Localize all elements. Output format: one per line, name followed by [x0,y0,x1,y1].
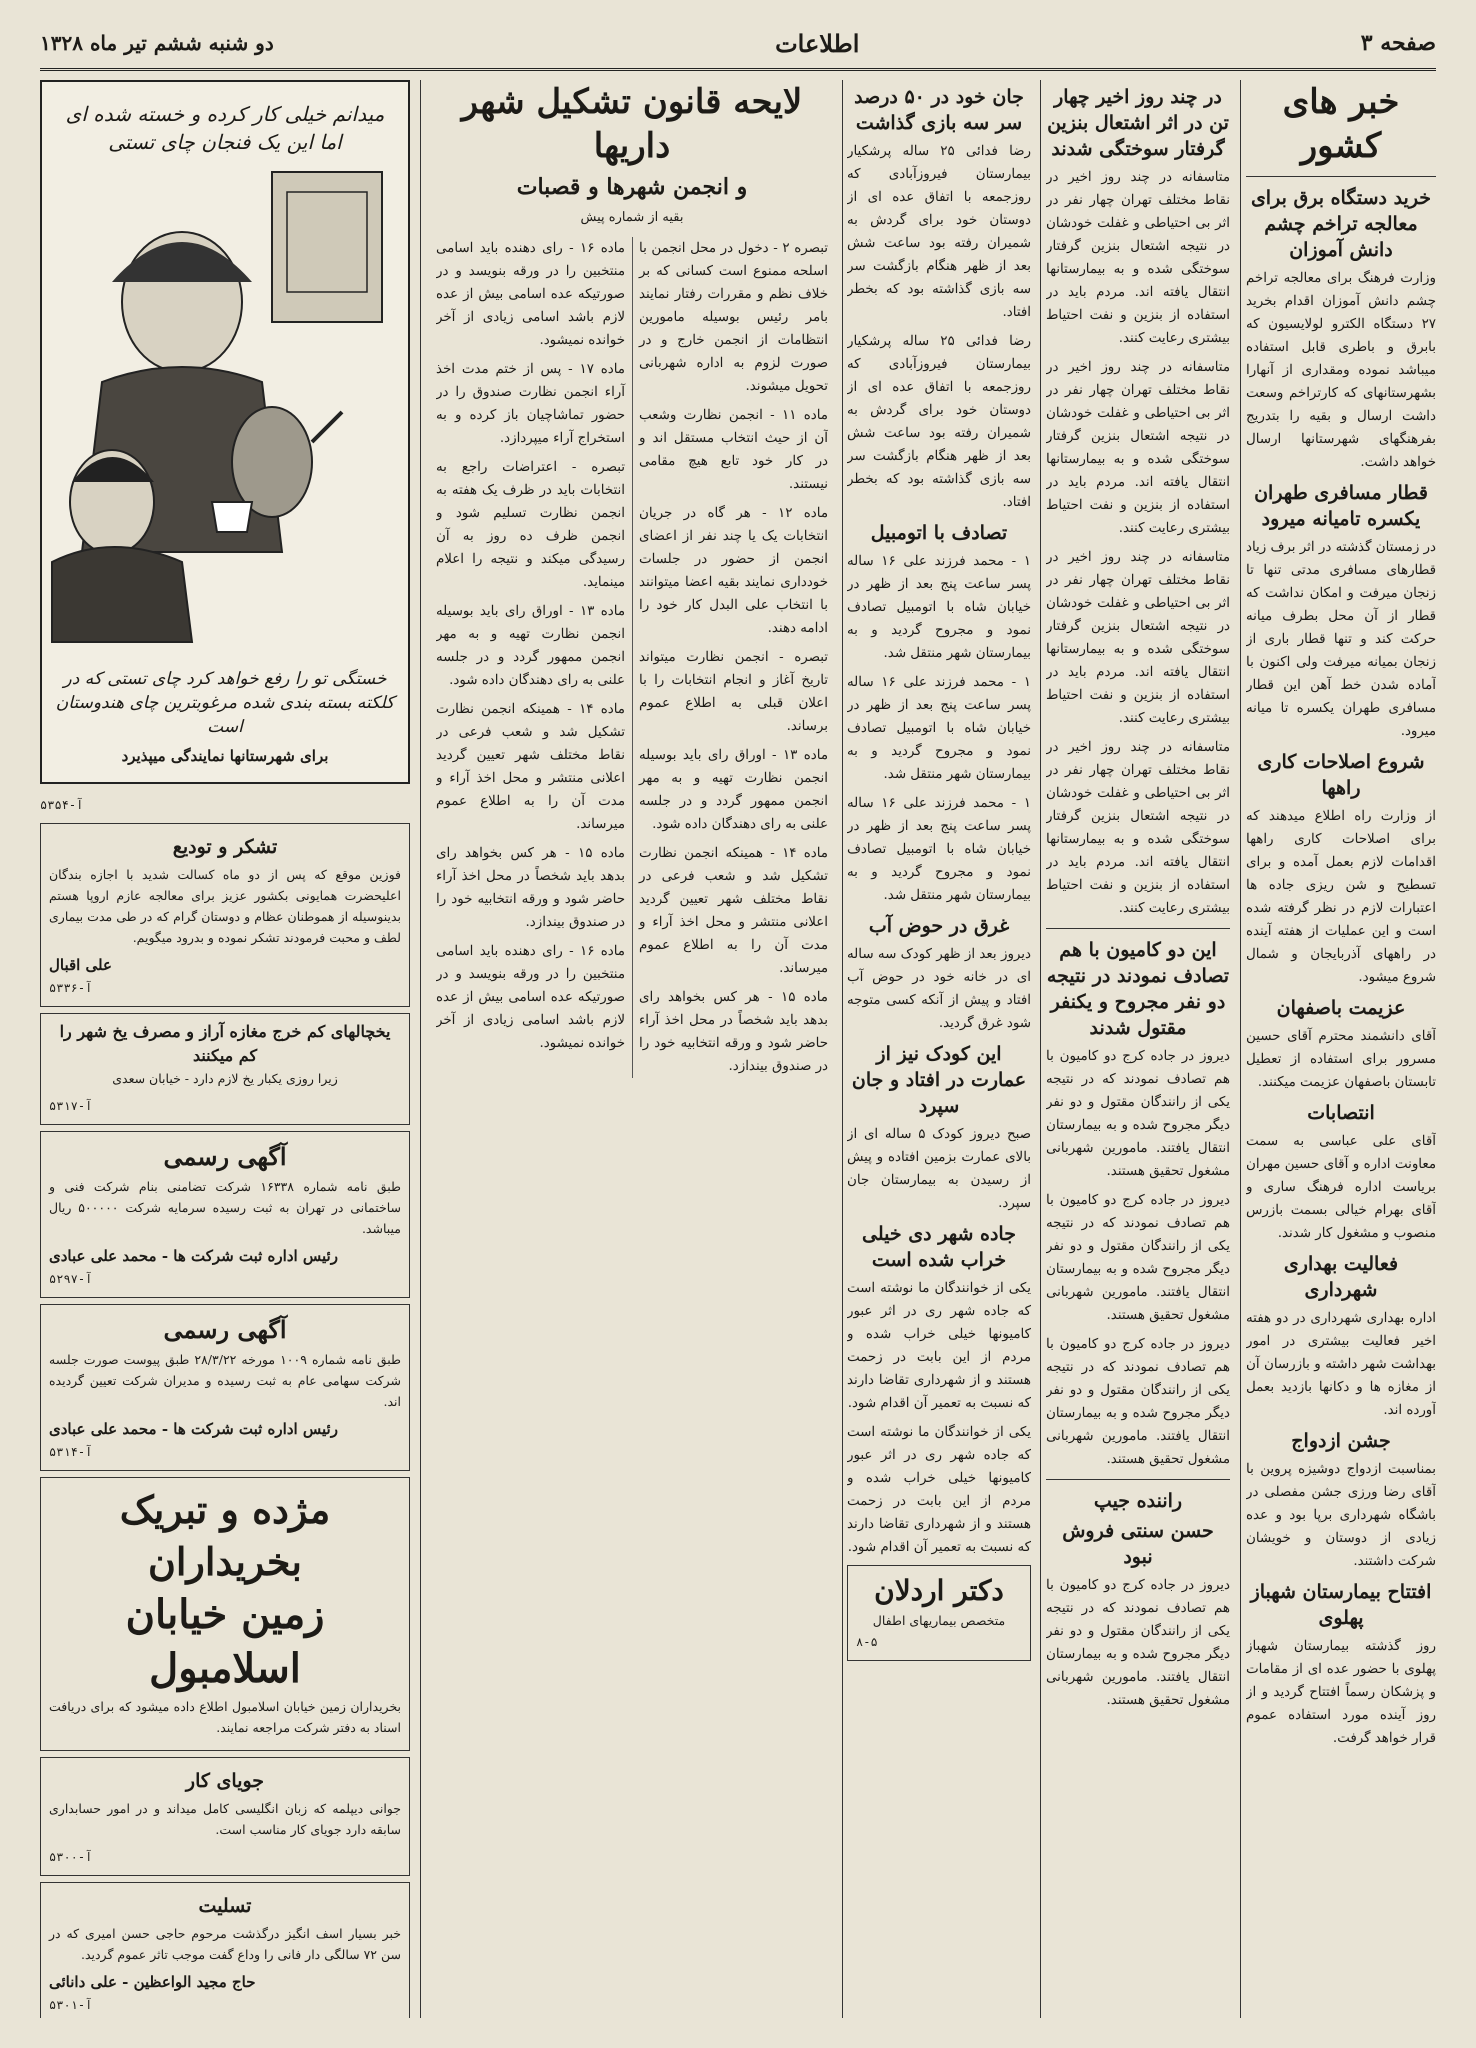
ad-title: یخچالهای کم خرج مغازه آراز و مصرف یخ شهر را کم میکنند [59,1022,391,1065]
law-clause: ماده ۱۴ - همینکه انجمن نظارت تشکیل شد و شعب فرعی در نقاط مختلف شهر تعیین گردید اعلانی منتشر و محل اخذ آراء و مدت آن را به اطلاع عموم میرساند. [436,702,625,832]
law-article-subtitle: و انجمن شهرها و قصبات [516,174,748,200]
article-body: دیروز در جاده کرج دو کامیون با هم تصادف نمودند که در نتیجه یکی از رانندگان مقتول و دو نفر دیگر مجروح شده و به بیمارستان انتقال یافتند. مامورین شهربانی مشغول تحقیق هستند. [1046,1049,1230,1179]
law-clause: ماده ۱۵ - هر کس بخواهد رای بدهد باید شخصاً در محل اخذ آراء حاضر شود و ورقه انتخابیه خود را در صندوق بیندازد. [436,846,625,930]
notice-title: تسلیت [198,1895,252,1917]
article-headline: غرق در حوض آب [868,915,1010,937]
article-body: متاسفانه در چند روز اخیر در نقاط مختلف تهران چهار نفر در اثر بی احتیاطی و غفلت خودشان در نتیجه اشتعال بنزین گرفتار سوختگی شده و به بیمارستانها انتقال یافته اند. مردم باید در استفاده از بنزین و نفت احتیاط بیشتری رعایت کنند. [1046,550,1230,726]
article-headline: عزیمت باصفهان [1276,997,1406,1019]
fridge-ad [40,1013,410,1125]
article-headline: جشن ازدواج [1291,1430,1391,1452]
ads-column [40,80,410,2018]
notice-title: تشکر و تودیع [172,836,278,858]
article-body: ۱ - محمد فرزند علی ۱۶ ساله پسر ساعت پنج بعد از ظهر در خیابان شاه با اتومبیل تصادف نمود و مجروح گردید و به بیمارستان شهر منتقل شد. [847,796,1031,903]
article-body: بمناسبت ازدواج دوشیزه پروین با آقای رضا ورزی جشن مفصلی در باشگاه شهرداری برپا بود و عده زیادی از دوستان و خویشان شرکت داشتند. [1246,1462,1436,1569]
news-column-3 [847,80,1031,2018]
law-clause: ماده ۱۳ - اوراق رای باید بوسیله انجمن نظارت تهیه و به مهر انجمن ممهور گردد و در جلسه علنی به رای دهندگان داده شود. [639,748,828,832]
article-body: آقای دانشمند محترم آقای حسین مسرور برای استفاده از تعطیل تابستان باصفهان عزیمت میکنند. [1246,1029,1436,1090]
law-article-body [436,237,828,1078]
article-body: آقای علی عباسی به سمت معاونت اداره و آقای حسین مهران بریاست اداره فرهنگ ساری و آقای بهرام خیالی بسمت بازرس منصوب و مشغول کار شدند. [1246,1134,1436,1241]
article-headline: افتتاح بیمارستان شهباز پهلوی [1250,1581,1432,1629]
notice-body: طبق نامه شماره ۱۰۰۹ مورخه ۲۸/۳/۲۲ طبق پیوست صورت جلسه شرکت سهامی عام به ثبت رسیده و مدیران شرکت تعیین گردیده اند. [49,1352,401,1409]
section-title: خبر های کشور [1282,82,1400,166]
law-clause: ماده ۱۶ - رای دهنده باید اسامی منتخبین را در ورقه بنویسد و در صورتیکه عده اسامی بیش از عده لازم باشد اسامی زیادی از آخر خوانده نمیشود. [436,241,625,348]
law-clause: ماده ۱۶ - رای دهنده باید اسامی منتخبین را در ورقه بنویسد و در صورتیکه عده اسامی بیش از عده لازم باشد اسامی زیادی از آخر خوانده نمیشود. [436,944,625,1051]
notice-signature: علی اقبال [49,956,112,974]
land-ad-subheadline: زمین خیابان اسلامبول [125,1591,325,1692]
article-body: رضا فدائی ۲۵ ساله پرشکیار بیمارستان فیروزآبادی که روزجمعه با اتفاق عده ای از دوستان خود برای گردش به شمیران رفته بود ساعت شش بعد از ظهر هنگام بازگشت سر سه بازی گذاشته بود که بخطر افتاد. [847,334,1031,510]
article-body: روز گذشته بیمارستان شهباز پهلوی با حضور عده ای از مقامات و پزشکان رسماً افتتاح گردید و از روز آینده مورد استفاده عموم قرار خواهد گرفت. [1246,1639,1436,1746]
ad-code: ۵۳۳۶-آ [49,981,93,995]
notice-body: خبر بسیار اسف انگیز درگذشت مرحوم حاجی حسن امیری که در سن ۷۲ سالگی دار فانی را وداع گفت موجب تاثر عموم گردید. [49,1926,401,1962]
article-headline: تصادف با اتومبیل [870,522,1008,544]
news-column-1 [1246,80,1436,2018]
paper-name: اطلاعات [775,28,860,58]
official-notice-2 [40,1304,410,1471]
article-headline: جاده شهر دی خیلی خراب شده است [862,1223,1016,1271]
article-headline: انتصابات [1307,1102,1375,1124]
article-body: یکی از خوانندگان ما نوشته است که جاده شهر ری در اثر عبور کامیونها خیلی خراب شده و مردم از این بابت در زحمت هستند و از شهرداری تقاضا دارند که نسبت به تعمیر آن اقدام شود. [847,1281,1031,1411]
article-headline: شروع اصلاحات کاری راهها [1257,751,1425,799]
column-rule [1240,80,1241,2018]
article-body: دیروز در جاده کرج دو کامیون با هم تصادف نمودند که در نتیجه یکی از رانندگان مقتول و دو نفر دیگر مجروح شده و به بیمارستان انتقال یافتند. مامورین شهربانی مشغول تحقیق هستند. [1046,1193,1230,1323]
law-article-title: لایحه قانون تشکیل شهر داریها [461,82,803,166]
ad-code: ۵۳۰۱-آ [49,1998,93,2012]
article-body: وزارت فرهنگ برای معالجه تراخم چشم دانش آموزان اقدام بخرید ۲۷ دستگاه الکترو لولایسیون که بابرق و باطری قابل استفاده میباشد نموده ومقداری از آنهارا بشهرستانهای که کارتراخم وسعت داشت ارسال و بقیه را بتدریج بفرهنگهای شهرستانها ارسال خواهد داشت. [1246,271,1436,470]
article-body: از وزارت راه اطلاع میدهند که برای اصلاحات کاری راهها اقدامات لازم بعمل آمده و برای تسطیح و شن ریزی جاده ها اعتبارات لازم در نظر گرفته شده است و این عملیات از هفته آینده در راههای آذربایجان و شمال شروع میشود. [1246,809,1436,985]
tea-advertisement [40,80,410,784]
article-body: متاسفانه در چند روز اخیر در نقاط مختلف تهران چهار نفر در اثر بی احتیاطی و غفلت خودشان در نتیجه اشتعال بنزین گرفتار سوختگی شده و به بیمارستانها انتقال یافته اند. مردم باید در استفاده از بنزین و نفت احتیاط بیشتری رعایت کنند. [1046,740,1230,916]
continued-note: بقیه از شماره پیش [580,210,684,225]
doctor-description: متخصص بیماریهای اطفال [872,1613,1006,1628]
article-headline: در چند روز اخیر چهار تن در اثر اشتعال بنزین گرفتار سوختگی شدند [1047,86,1229,160]
ad-code: ۵۳۱۷-آ [49,1099,93,1113]
article-headline: این دو کامیون با هم تصادف نمودند در نتیجه دو نفر مجروح و یکنفر مقتول شدند [1046,939,1230,1039]
notice-body: طبق نامه شماره ۱۶۳۳۸ شرکت تضامنی بنام شرکت فنی و ساختمانی در تهران به ثبت رسیده سرمایه شرکت ۵۰۰۰۰۰ ریال میباشد. [49,1179,401,1236]
land-ad-body: بخریداران زمین خیابان اسلامبول اطلاع داده میشود که برای دریافت اسناد به دفتر شرکت مراجعه نمایند. [49,1699,401,1735]
ad-title: جویای کار [185,1770,265,1792]
masthead [40,18,1436,71]
law-clause: ماده ۱۷ - پس از ختم مدت اخذ آراء انجمن نظارت صندوق را در حضور تماشاچیان باز کرده و به استخراج آراء میپردازد. [436,362,625,446]
notice-signature: رئیس اداره ثبت شرکت ها - محمد علی عبادی [49,1247,338,1265]
article-headline: قطار مسافری طهران یکسره تامیانه میرود [1254,482,1428,530]
law-clause: ماده ۱۵ - هر کس بخواهد رای بدهد باید شخصاً در محل اخذ آراء حاضر شود و ورقه انتخابیه خود را در صندوق بیندازد. [639,990,828,1074]
law-clause: تبصره - اعتراضات راجع به انتخابات باید در ظرف یک هفته به انجمن نظارت تسلیم شود و انجمن ظرف ده روز به آن رسیدگی میکند و نتیجه را اعلام مینماید. [436,460,625,590]
page-number: صفحه ۳ [1360,30,1436,56]
article-body: رضا فدائی ۲۵ ساله پرشکیار بیمارستان فیروزآبادی که روزجمعه با اتفاق عده ای از دوستان خود برای گردش به شمیران رفته بود ساعت شش بعد از ظهر هنگام بازگشت سر سه بازی گذاشته بود که بخطر افتاد. [847,144,1031,320]
issue-date: دو شنبه ششم تیر ماه ۱۳۲۸ [40,31,274,55]
article-body: یکی از خوانندگان ما نوشته است که جاده شهر ری در اثر عبور کامیونها خیلی خراب شده و مردم از این بابت در زحمت هستند و از شهرداری تقاضا دارند که نسبت به تعمیر آن اقدام شود. [847,1425,1031,1555]
ad-code: ۵۳۰۰-آ [49,1850,93,1864]
article-body: در زمستان گذشته در اثر برف زیاد قطارهای مسافری مدتی تنها تا زنجان میرفت و امکان نداشت که قطار از آن محل بطرف میانه حرکت کند و تنها قطار باری از زنجان بمیانه میرفت ولی اکنون با آماده شدن خط آهن این قطار مسافری طهران یکسره تا میانه میرود. [1246,540,1436,739]
ad-code: ۸-۵ [856,1635,878,1649]
column-rule [1040,80,1041,2018]
article-body: اداره بهداری شهرداری در دو هفته اخیر فعالیت بیشتری در امور بهداشت شهر داشته و بازرسان آن از مغازه ها و دکانها بازدید بعمل آورده اند. [1246,1311,1436,1418]
ad-code: ۵۳۵۴-آ [40,798,84,812]
law-article-column [436,80,828,2018]
article-headline: خرید دستگاه برق برای معالجه تراخم چشم دانش آموزان [1250,187,1432,261]
notice-signature: رئیس اداره ثبت شرکت ها - محمد علی عبادی [49,1420,338,1438]
job-seeker-ad [40,1757,410,1876]
ad-code: ۵۳۱۴-آ [49,1445,93,1459]
ad-code: ۵۲۹۷-آ [49,1272,93,1286]
tea-ad-headline: میدانم خیلی کار کرده و خسته شده ای اما این یک فنجان چای تستی [65,102,385,154]
notice-title: آگهی رسمی [163,1142,287,1171]
article-body: متاسفانه در چند روز اخیر در نقاط مختلف تهران چهار نفر در اثر بی احتیاطی و غفلت خودشان در نتیجه اشتعال بنزین گرفتار سوختگی شده و به بیمارستانها انتقال یافته اند. مردم باید در استفاده از بنزین و نفت احتیاط بیشتری رعایت کنند. [1046,360,1230,536]
article-headline: جان خود در ۵۰ درصد سر سه بازی گذاشت [854,86,1024,134]
law-clause: تبصره - انجمن نظارت میتواند تاریخ آغاز و انجام انتخابات را با اعلان قبلی به اطلاع عموم برساند. [639,650,828,734]
article-body: متاسفانه در چند روز اخیر در نقاط مختلف تهران چهار نفر در اثر بی احتیاطی و غفلت خودشان در نتیجه اشتعال بنزین گرفتار سوختگی شده و به بیمارستانها انتقال یافته اند. مردم باید در استفاده از بنزین و نفت احتیاط بیشتری رعایت کنند. [1046,170,1230,346]
news-column-2 [1046,80,1230,2018]
law-clause: ماده ۱۳ - اوراق رای باید بوسیله انجمن نظارت تهیه و به مهر انجمن ممهور گردد و در جلسه علنی به رای دهندگان داده شود. [436,604,625,688]
doctor-ad [847,1565,1031,1661]
notice-body: فوزین موقع که پس از دو ماه کسالت شدید با اجازه بندگان اعلیحضرت همایونی بکشور عزیز برای معالجه عازم اروپا هستم بدینوسیله از هموطنان عظام و دوستان گرام که در طی مدت بیماری لطف و محبت فرمودند تشکر نموده و بدرود میگویم. [49,867,401,945]
article-subheadline: حسن سنتی فروش نبود [1062,1520,1214,1568]
law-clause: تبصره ۲ - دخول در محل انجمن با اسلحه ممنوع است کسانی که بر خلاف نظم و مقررات رفتار نمایند بامر رئیس بوسیله مامورین انتظامات از انجمن خارج و در صورت لزوم به اداره شهربانی تحویل میشوند. [639,241,828,394]
article-headline: این کودک نیز از عمارت در افتاد و جان سپرد [851,1043,1027,1117]
article-body: دیروز بعد از ظهر کودک سه ساله ای در خانه خود در حوض آب افتاد و پیش از آنکه کسی متوجه شود غرق گردید. [847,947,1031,1031]
condolence-notice [40,1882,410,2018]
ad-body: جوانی دیپلمه که زبان انگلیسی کامل میداند و در امور حسابداری سابقه دارد جویای کار مناسب است. [49,1801,401,1837]
article-body: دیروز در جاده کرج دو کامیون با هم تصادف نمودند که در نتیجه یکی از رانندگان مقتول و دو نفر دیگر مجروح شده و به بیمارستان انتقال یافتند. مامورین شهربانی مشغول تحقیق هستند. [1046,1578,1230,1708]
notice-signature: حاج مجید الواعظین - علی دانائی [49,1973,256,1991]
article-headline: راننده جیپ [1093,1490,1183,1512]
doctor-name: دکتر اردلان [874,1574,1004,1607]
column-rule [842,80,843,2018]
article-body: دیروز در جاده کرج دو کامیون با هم تصادف نمودند که در نتیجه یکی از رانندگان مقتول و دو نفر دیگر مجروح شده و به بیمارستان انتقال یافتند. مامورین شهربانی مشغول تحقیق هستند. [1046,1337,1230,1467]
official-notice-1 [40,1131,410,1298]
article-body: ۱ - محمد فرزند علی ۱۶ ساله پسر ساعت پنج بعد از ظهر در خیابان شاه با اتومبیل تصادف نمود و مجروح گردید و به بیمارستان شهر منتقل شد. [847,554,1031,661]
law-clause: ماده ۱۱ - انجمن نظارت وشعب آن از حیث انتخاب مستقل اند و در کار خود تابع هیچ مقامی نیستند. [639,408,828,492]
article-body: ۱ - محمد فرزند علی ۱۶ ساله پسر ساعت پنج بعد از ظهر در خیابان شاه با اتومبیل تصادف نمود و مجروح گردید و به بیمارستان شهر منتقل شد. [847,675,1031,782]
tea-ad-body: خستگی تو را رفع خواهد کرد چای تستی که در کلکته بسته بندی شده مرغوبترین چای هندوستان است [55,669,395,737]
ad-body: زیرا روزی یکبار یخ لازم دارد - خیابان سعدی [112,1071,338,1086]
land-ad-headline: مژده و تبریک بخریداران [119,1487,331,1584]
tea-ad-tagline: برای شهرستانها نمایندگی میپذیرد [121,747,329,765]
article-headline: فعالیت بهداری شهرداری [1283,1253,1399,1301]
law-clause: ماده ۱۲ - هر گاه در جریان انتخابات یک یا چند نفر از اعضای انجمن از حضور در جلسات خودداری نمایند بقیه اعضا میتوانند با انتخاب علی البدل کار خود را ادامه دهند. [639,506,828,636]
land-sale-ad [40,1477,410,1751]
thanks-notice [40,823,410,1007]
article-body: صبح دیروز کودک ۵ ساله ای از بالای عمارت بزمین افتاده و پیش از رسیدن به بیمارستان جان سپرد. [847,1127,1031,1211]
law-clause: ماده ۱۴ - همینکه انجمن نظارت تشکیل شد و شعب فرعی در نقاط مختلف شهر تعیین گردید اعلانی منتشر و محل اخذ آراء و مدت آن را به اطلاع عموم میرساند. [639,846,828,976]
column-rule [420,80,421,2018]
notice-title: آگهی رسمی [163,1315,287,1344]
